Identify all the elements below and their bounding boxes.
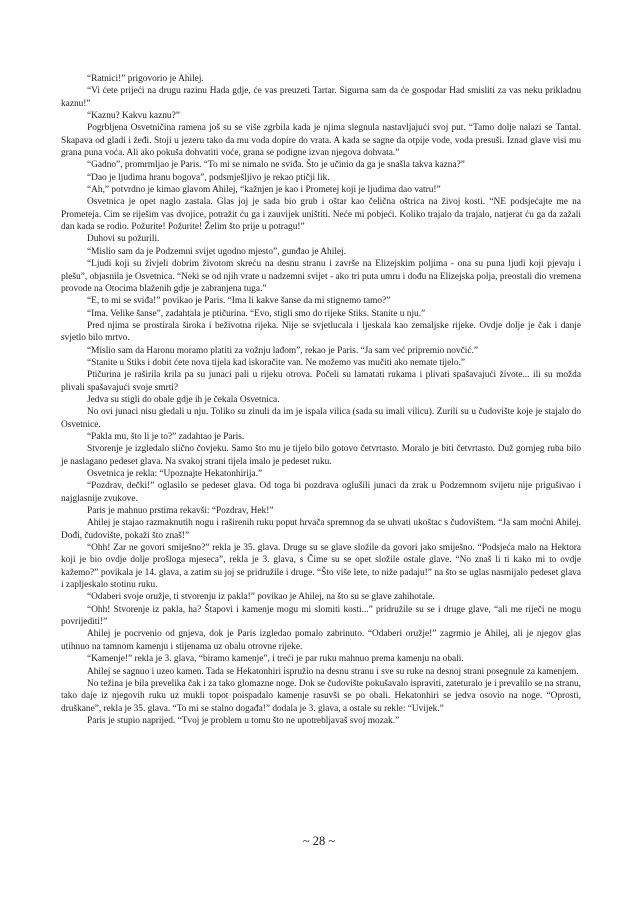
- paragraph: Stvorenje je izgledalo slično čovjeku. Samo što mu je tijelo bilo gotovo četvrtasto. Moralo je biti četvrtasto. Duž gornjeg ruba bilo je naslagano pedeset glava. Na svakoj strani tijela imalo je pedeset ruku.: [61, 444, 581, 467]
- paragraph: “Ohh! Zar ne govori smiješno?” rekla je 35. glava. Druge su se glave složile da govori jako smiješno. “Podsjeća malo na Hektora koji je bio ovdje dolje prošloga mjeseca”, rekla je 3. glava, s Čime su se opet složile ostale glave. “No znaš li ti kako mi to ovdje kažemo?” povikala je 14. glava, a zatim su joj se pridružile i druge. “Što više lete, to niže padaju!” na što se uglas nasmijalo pedeset glava i zapljeskalo stotinu ruku.: [61, 543, 581, 591]
- paragraph: “Gadno”, promrmljao je Paris. “To mi se nimalo ne sviđa. Što je učinio da ga je snašla takva kazna?”: [87, 160, 465, 171]
- paragraph: “Mislio sam da je Podzemni svijet ugodno mjesto”, gunđao je Ahilej.: [87, 246, 346, 257]
- paragraph: “Pozdrav, dečki!” oglasilo se pedeset glava. Od toga bi pozdrava oglušili junaci da zrak u Podzemnom svijetu nije prigušivao i najglasnije zvukove.: [61, 481, 581, 504]
- paragraph: “Mislio sam da Haronu moramo platiti za vožnju lađom”, rekao je Paris. “Ja sam već pripremio novčić.”: [87, 345, 479, 356]
- page-number: ~ 28 ~: [302, 834, 336, 848]
- paragraph: “Kaznu? Kakvu kaznu?”: [87, 111, 180, 122]
- paragraph: Paris je mahnuo prstima rekavši: “Pozdrav, Hek!”: [87, 506, 274, 517]
- paragraph: “Ah,” potvrdno je kimao glavom Ahilej, “kažnjen je kao i Prometej koji je ljudima dao vatru!”: [87, 185, 441, 196]
- paragraph: “Ohh! Stvorenje iz pakla, ha? Štapovi i kamenje mogu mi slomiti kosti...” pridružile su se i druge glave, “ali me riječi ne mogu povrijediti!”: [61, 604, 581, 628]
- paragraph: No težina je bila prevelika čak i za tako glomazne noge. Dok se čudovište pokušavalo ispraviti, zateturalo je i prevalilo se na stranu, tako daje iz njegovih ruku uz mukli topot poispadalo kamenje rasuvši se po obali. Hekatonhiri se jedva osovio na noge. “Oprosti, druškane”, rekla je 35. glava. “To mi se stalno događa!” dodala je 3. glava, a ostale su rekle: “Uvijek.”: [61, 678, 581, 714]
- page-body: [61, 73, 581, 727]
- paragraph: “Odaberi svoje oružje, ti stvorenju iz pakla!” povikao je Ahilej, na što su se glave zahihotale.: [87, 592, 435, 603]
- paragraph: Paris je stupio naprijed. “Tvoj je problem u tomu što ne upotrebljavaš svoj mozak.”: [87, 715, 400, 726]
- paragraph: Ptičurina je raširila krila pa su junaci pali u rijeku otrova. Počeli su lamatati rukama i plivati spašavajući živote... ili su možda plivali spašavajući svoje smrti?: [61, 370, 581, 393]
- paragraph: “Kamenje!” rekla je 3. glava, “biramo kamenje”, i treći je par ruku mahnuo prema kamenju na obali.: [87, 654, 464, 665]
- paragraph: Osvetnica je opet naglo zastala. Glas joj je sada bio grub i oštar kao čelična oštrica na živoj kosti. “NE podsjećajte me na Prometeja. Cim se riješim vas dvojice, potražit ću ga i zauvijek uništiti. Neće mi pobjeći. Koliko trajalo da trajalo, natjerat ću ga da zažali dan kada se rodio. Požurite! Požurite! Želim što prije u potragu!”: [61, 197, 581, 233]
- paragraph: No ovi junaci nisu gledali u nju. Toliko su zinuli da im je ispala vilica (sada su imali vilicu). Zurili su u čudovište koje je stajalo do Osvetnice.: [61, 407, 581, 430]
- paragraph: Osvetnica je rekla: “Upoznajte Hekatonhirija.”: [87, 469, 263, 479]
- paragraph: “Ratnici!” prigovorio je Ahilej.: [87, 74, 204, 84]
- paragraph: “Pakla mu, što li je to?” zadahtao je Paris.: [87, 431, 245, 442]
- paragraph: Jedva su stigli do obale gdje ih je čekala Osvetnica.: [87, 394, 280, 405]
- paragraph: “Ljudi koji su živjeli dobrim životom skreću na desnu stranu i završe na Elizejskim poljima - ona su puna ljudi koji pjevaju i plešu”, objasnila je Osvetnica. “Neki se od njih vrate u nadzemni svijet - ako tri puta umru i dođu na Elizejska polja, preostali dio vremena provode na Otocima blaženih gdje je zabranjena tuga.”: [61, 259, 581, 294]
- paragraph: “Dao je ljudima hranu bogova”, podsmješljivo je rekao ptičji lik.: [87, 172, 330, 183]
- paragraph: Ahilej se sagnuo i uzeo kamen. Tada se Hekatonhiri ispružio na desnu stranu i sve su ruke na desnoj strani posegnule za kamenjem.: [87, 666, 579, 677]
- paragraph: Pogrbljena Osvetničina ramena još su se više zgrbila kada je njima slegnula nastavljajući svoj put. “Tamo dolje nalazi se Tantal. Skapava od gladi i žeđi. Stoji u jezeru tako da mu voda dopire do vrata. A kada se sagne da otpije vode, voda presuši. Iznad glave visi mu grana puna voća. Ali ako pokuša dohvatiti voće, grana se podigne izvan njegova dohvata.”: [61, 123, 581, 159]
- paragraph: Ahilej je pocrvenio od gnjeva, dok je Paris izgledao pomalo zabrinuto. “Odaberi oružje!” zagrmio je Ahilej, ali je njegov glas utihnuo na tamnom kamenju i stijenama uz obalu otrovne rijeke.: [61, 629, 581, 652]
- paragraph: “E, to mi se sviđa!” povikao je Paris. “Ima li kakve šanse da mi stignemo tamo?”: [87, 296, 391, 307]
- paragraph: Ahilej je stajao razmaknutih nogu i raširenih ruku poput hrvača spremnog da se uhvati ukoštac s čudovištem. “Ja sam moćni Ahilej. Dođi, čudovište, pokaži što znaš!”: [61, 518, 581, 541]
- paragraph: Duhovi su požurili.: [87, 234, 160, 245]
- paragraph: Pred njima se prostirala široka i beživotna rijeka. Nije se svjetlucala i ljeskala kao zemaljske rijeke. Ovdje dolje je čak i danje svjetlo bilo mrtvo.: [61, 320, 581, 344]
- paragraph: “Stanite u Stiks i dobit ćete nova tijela kad iskoračite van. Ne možemo vas mučiti ako nemate tijelo.”: [87, 357, 466, 368]
- paragraph: “Vi ćete prijeći na drugu razinu Hada gdje, će vas preuzeti Tartar. Sigurna sam da će gospodar Had smisliti za vas neku prikladnu kaznu!”: [61, 86, 581, 109]
- paragraph: “Ima. Velike šanse”, zadahtala je ptičurina. “Evo, stigli smo do rijeke Stiks. Stanite u nju.”: [87, 308, 426, 319]
